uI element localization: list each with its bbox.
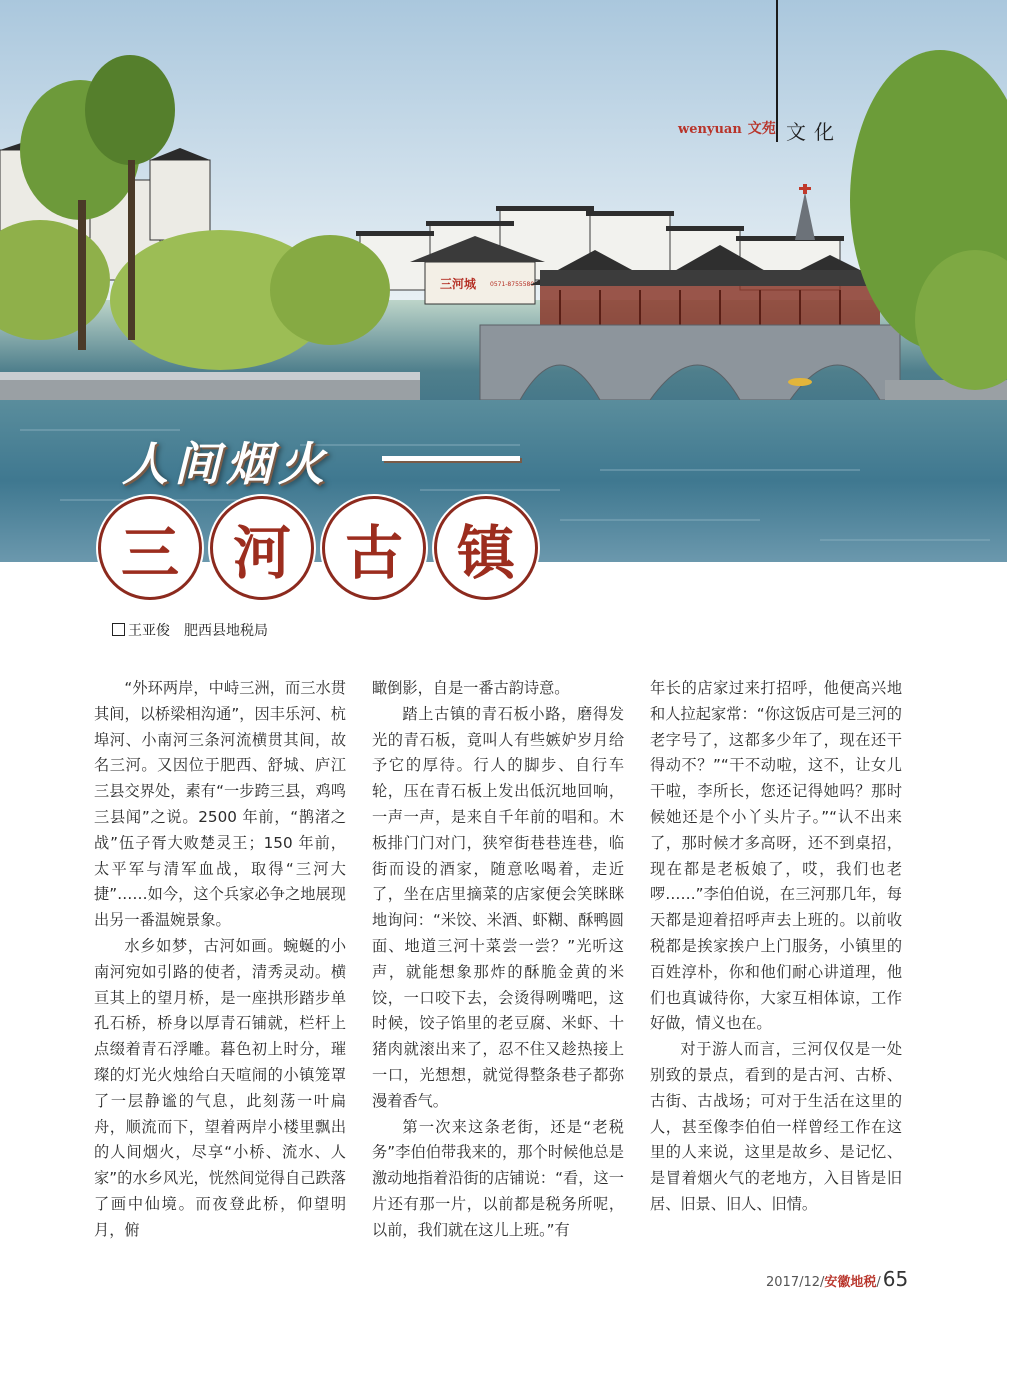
paragraph: 瞰倒影，自是一番古韵诗意。 xyxy=(372,679,570,697)
paragraph: 水乡如梦，古河如画。蜿蜒的小南河宛如引路的使者，清秀灵动。横亘其上的望月桥，是一座拱形踏步单孔石桥，桥身以厚青石铺就，栏杆上点缀着青石浮雕。暮色初上时分，璀璨的灯光火烛给白天喧闹的小镇笼罩了一层静谧的气息，此刻荡一叶扁舟，顺流而下，望着两岸小楼里飘出的人间烟火，尽享“小桥、流水、人家”的水乡风光，恍然间觉得自己跌落了画中仙境。而夜登此桥，仰望明月，俯 xyxy=(94,936,346,1239)
paragraph: 年长的店家过来打招呼，他便高兴地和人拉起家常：“你这饭店可是三河的老字号了，这都多少年了，现在还干得动不？”“干不动啦，这不，让女儿干啦，李所长，您还记得她吗？那时候她还是个小丫头片子。”“认不出来了，那时候才多高呀，还不到桌招，现在都是老板娘了，哎，我们也老啰……”李伯伯说，在三河那几年，每天都是迎着招呼声去上班的。以前收税都是挨家挨户上门服务，小镇里的百姓淳朴，你和他们耐心讲道理，他们也真诚待你，大家互相体谅，工作好做，情义也在。 xyxy=(650,679,902,1033)
paragraph: 对于游人而言，三河仅仅是一处别致的景点，看到的是古河、古桥、古街、古战场；可对于生活在这里的人，甚至像李伯伯一样曾经工作在这里的人来说，这里是故乡、是记忆、是冒着烟火气的老地方，入目皆是旧居、旧景、旧人、旧情。 xyxy=(650,1040,902,1213)
footer-publication: 安徽地税 xyxy=(824,1275,877,1290)
footer-sep: / xyxy=(876,1275,881,1290)
title-char: 古 xyxy=(322,496,426,600)
title-dash xyxy=(382,456,520,461)
paragraph: 第一次来这条老街，还是“老税务”李伯伯带我来的，那个时候他总是激动地指着沿街的店铺说：“看，这一片还有那一片，以前都是税务所呢，以前，我们就在这儿上班。”有 xyxy=(372,1117,624,1239)
byline-org: 肥西县地税局 xyxy=(184,623,268,639)
byline-author: 王亚俊 xyxy=(128,623,170,639)
column-header xyxy=(678,118,776,144)
shop-sign-phone: 0571-8755580 xyxy=(490,281,535,288)
column-header-zh: 文化 xyxy=(786,120,842,144)
footer-date: 2017/12/ xyxy=(766,1275,825,1290)
page-footer xyxy=(766,1267,908,1291)
byline-square-icon xyxy=(112,623,125,636)
column-header-en: wenyuan xyxy=(678,122,742,137)
paragraph: 踏上古镇的青石板小路，磨得发光的青石板，竟叫人有些嫉妒岁月给予它的厚待。行人的脚步、自行车轮，压在青石板上发出低沉地回响，一声一声，是来自千年前的唱和。木板排门门对门，狭窄街巷巷连巷，临街而设的酒家，随意吆喝着，走近了，坐在店里摘菜的店家便会笑眯眯地询问：“米饺、米酒、虾糊、酥鸭圆面、地道三河十菜尝一尝？”光听这声，就能想象那炸的酥脆金黄的米饺，一口咬下去，会烫得咧嘴吧，这时候，饺子馅里的老豆腐、米虾、十猪肉就滚出来了，忍不住又趁热接上一口，光想想，就觉得整条巷子都弥漫着香气。 xyxy=(372,704,624,1110)
title-circles xyxy=(98,496,538,600)
header-divider xyxy=(776,0,778,142)
byline xyxy=(112,620,268,640)
body-column-2 xyxy=(372,676,624,1244)
paragraph: “外环两岸，中峙三洲，而三水贯其间，以桥梁相沟通”，因丰乐河、杭埠河、小南河三条河流横贯其间，故名三河。又因位于肥西、舒城、庐江三县交界处，素有“一步跨三县，鸡鸣三县闻”之说。2500 年前，“鹊渚之战”伍子胥大败楚灵王；150 年前，太平军与清军血战，取得“三河大捷”……如今，这个兵家必争之地展现出另一番温婉景象。 xyxy=(94,679,346,930)
byline-author-wrap xyxy=(112,620,170,640)
body-column-3 xyxy=(650,676,902,1218)
body-column-1 xyxy=(94,676,346,1244)
column-header-zh-small: 文苑 xyxy=(747,121,776,137)
title-char: 镇 xyxy=(434,496,538,600)
page-number: 65 xyxy=(882,1267,909,1291)
article-title-line1: 人间烟火 xyxy=(122,437,330,491)
title-char: 三 xyxy=(98,496,202,600)
title-char: 河 xyxy=(210,496,314,600)
shop-sign-name: 三河城 xyxy=(440,277,477,291)
